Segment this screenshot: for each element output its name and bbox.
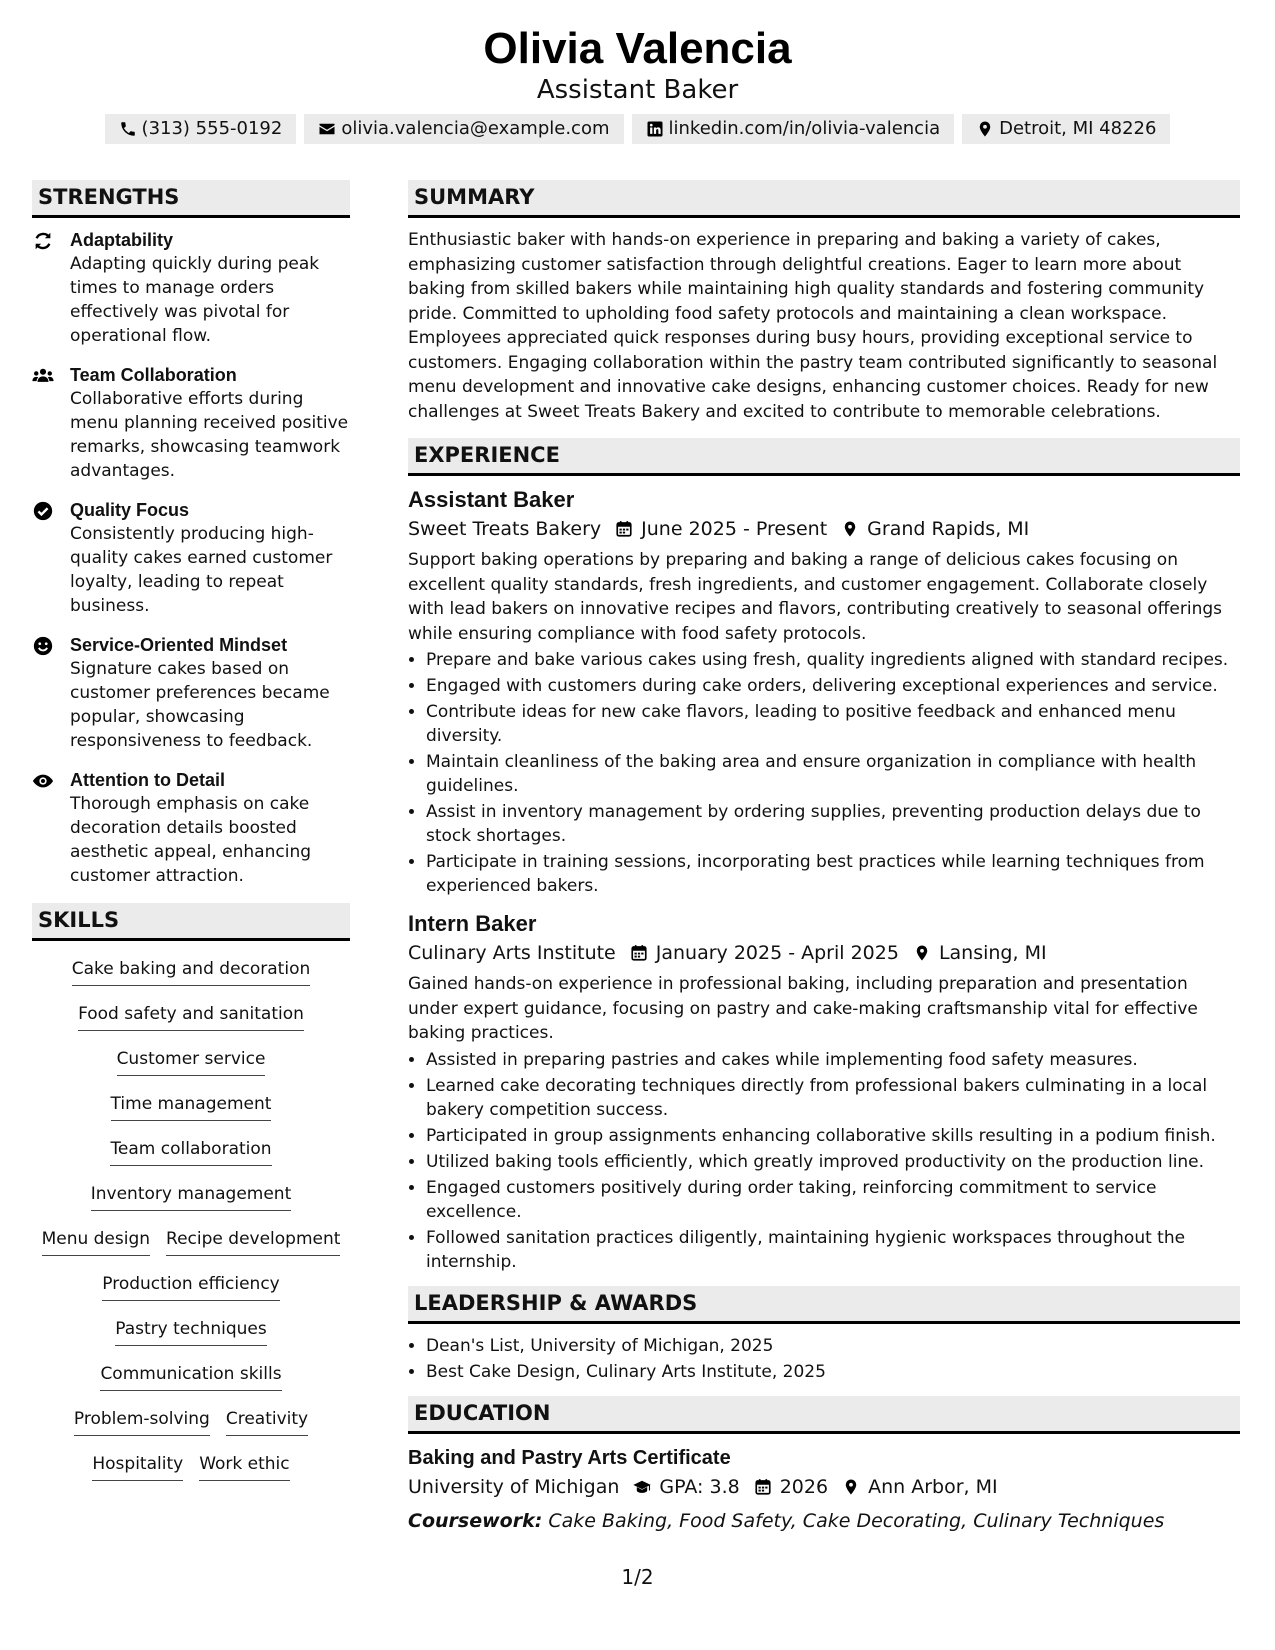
smile-icon <box>32 635 54 657</box>
strength-title: Adaptability <box>70 230 174 250</box>
envelope-icon <box>318 120 336 138</box>
list-item: • Participate in training sessions, incorporating best practices while learning techniques from experienced bakers. <box>426 850 1240 898</box>
education-year: 2026 <box>779 1475 829 1498</box>
job-dates: January 2025 - April 2025 <box>655 942 899 964</box>
right-column <box>408 180 1240 1536</box>
list-item: • Utilized baking tools efficiently, which greatly improved productivity on the production line. <box>426 1150 1240 1174</box>
graduation-cap-icon <box>633 1478 651 1496</box>
strengths-list <box>32 228 350 888</box>
list-item: • Engaged with customers during cake orders, delivering exceptional experiences and service. <box>426 674 1240 698</box>
education-entry <box>408 1444 1240 1536</box>
coursework <box>408 1506 1240 1536</box>
phone-icon <box>119 120 137 138</box>
job-location: Grand Rapids, MI <box>867 518 1030 540</box>
strength-title: Service-Oriented Mindset <box>70 635 288 655</box>
job-dates: June 2025 - Present <box>641 518 828 540</box>
contact-bar <box>0 114 1275 144</box>
strengths-heading: STRENGTHS <box>32 180 350 218</box>
strength-desc: Consistently producing high-quality cakes earned customer loyalty, leading to repeat business. <box>70 524 333 616</box>
strength-desc: Thorough emphasis on cake decoration details boosted aesthetic appeal, enhancing customer attraction. <box>70 794 312 886</box>
skill-tag: Creativity <box>226 1407 308 1436</box>
page-number: 1/2 <box>621 1565 654 1589</box>
skills-heading: SKILLS <box>32 903 350 941</box>
sync-icon <box>32 230 54 252</box>
coursework-list: Cake Baking, Food Safety, Cake Decorating, Culinary Techniques <box>548 1509 1165 1532</box>
summary-heading: SUMMARY <box>408 180 1240 218</box>
job-meta <box>408 514 1240 544</box>
job-description: Support baking operations by preparing and baking a range of delicious cakes focusing on excellent quality standards, fresh ingredients, and customer engagement. Collaborate closely with lead bakers on innovative recipes and flavors, contributing creatively to seasonal offerings while ensuring compliance with food safety protocols. <box>408 550 1222 644</box>
strength-item <box>32 633 350 753</box>
list-item: • Followed sanitation practices diligently, maintaining hygienic workspaces throughout the internship. <box>426 1226 1240 1274</box>
skill-tag: Customer service <box>117 1047 266 1076</box>
job-title: Intern Baker <box>408 911 537 936</box>
contact-location <box>962 114 1170 144</box>
candidate-name: Olivia Valencia <box>483 24 792 73</box>
list-item: • Dean's List, University of Michigan, 2025 <box>426 1334 1240 1358</box>
education-heading: EDUCATION <box>408 1396 1240 1434</box>
strength-item <box>32 498 350 618</box>
experience-heading: EXPERIENCE <box>408 438 1240 476</box>
check-circle-icon <box>32 500 54 522</box>
skill-tag: Work ethic <box>199 1452 289 1481</box>
skills-list <box>32 957 350 1497</box>
job-title: Assistant Baker <box>408 487 575 512</box>
left-column <box>32 180 350 1497</box>
strength-item <box>32 228 350 348</box>
awards-list <box>408 1334 1240 1384</box>
map-marker-icon <box>976 120 994 138</box>
summary-text: Enthusiastic baker with hands-on experience in preparing and baking a variety of cakes, emphasizing customer satisfaction through delightful creations. Eager to learn more about baking from skilled bakers while maintaining high quality standards and fostering community pride. Committed to upholding food safety protocols and maintaining a clean workspace. Employees appreciated quick responses during busy hours, providing exceptional service to customers. Engaging collaboration within the pastry team contributed significantly to seasonal menu development and innovative cake designs, enhancing customer choices. Ready for new challenges at Sweet Treats Bakery and excited to contribute to memorable celebrations. <box>408 230 1218 422</box>
job-entry <box>408 486 1240 898</box>
list-item: • Assist in inventory management by ordering supplies, preventing production delays due to stock shortages. <box>426 800 1240 848</box>
phone-text: (313) 555-0192 <box>141 118 283 139</box>
skill-tag: Production efficiency <box>102 1272 279 1301</box>
job-description: Gained hands-on experience in professional baking, including preparation and presentation under expert guidance, focusing on pastry and cake-making craftsmanship vital for effective baking practices. <box>408 974 1198 1043</box>
resume-header <box>0 24 1275 144</box>
job-meta <box>408 938 1240 968</box>
skill-tag: Cake baking and decoration <box>72 957 311 986</box>
linkedin-icon <box>646 120 664 138</box>
degree-title: Baking and Pastry Arts Certificate <box>408 1446 731 1469</box>
job-bullets <box>408 648 1240 898</box>
candidate-title: Assistant Baker <box>536 75 739 105</box>
skill-tag: Menu design <box>42 1227 150 1256</box>
skill-tag: Time management <box>111 1092 272 1121</box>
job-company: Sweet Treats Bakery <box>408 518 602 540</box>
calendar-icon <box>615 520 633 538</box>
skill-tag: Inventory management <box>91 1182 291 1211</box>
strength-title: Quality Focus <box>70 500 190 520</box>
skill-tag: Recipe development <box>166 1227 340 1256</box>
strength-title: Team Collaboration <box>70 365 237 385</box>
school-name: University of Michigan <box>408 1475 620 1498</box>
list-item: • Learned cake decorating techniques directly from professional bakers culminating in a local bakery competition success. <box>426 1074 1240 1122</box>
education-meta <box>408 1472 1240 1502</box>
map-marker-icon <box>841 520 859 538</box>
list-item: • Best Cake Design, Culinary Arts Institute, 2025 <box>426 1360 1240 1384</box>
strength-desc: Collaborative efforts during menu planning received positive remarks, showcasing teamwork advantages. <box>70 389 349 481</box>
gpa: GPA: 3.8 <box>659 1475 740 1498</box>
eye-icon <box>32 770 54 792</box>
users-icon <box>32 365 54 387</box>
coursework-label: Coursework: <box>408 1509 543 1532</box>
list-item: • Prepare and bake various cakes using fresh, quality ingredients aligned with standard recipes. <box>426 648 1240 672</box>
email-text: olivia.valencia@example.com <box>341 118 610 139</box>
location-text: Detroit, MI 48226 <box>999 118 1157 139</box>
strength-desc: Adapting quickly during peak times to manage orders effectively was pivotal for operational flow. <box>70 254 320 346</box>
education-location: Ann Arbor, MI <box>868 1475 998 1498</box>
job-location: Lansing, MI <box>938 942 1047 964</box>
skill-tag: Hospitality <box>92 1452 183 1481</box>
map-marker-icon <box>842 1478 860 1496</box>
calendar-icon <box>630 944 648 962</box>
contact-phone <box>105 114 297 144</box>
strength-title: Attention to Detail <box>70 770 225 790</box>
contact-linkedin[interactable] <box>632 114 955 144</box>
strength-desc: Signature cakes based on customer preferences became popular, showcasing responsiveness to feedback. <box>70 659 330 751</box>
calendar-icon <box>754 1478 772 1496</box>
awards-heading: LEADERSHIP & AWARDS <box>408 1286 1240 1324</box>
contact-email[interactable] <box>304 114 623 144</box>
skill-tag: Pastry techniques <box>115 1317 267 1346</box>
skill-tag: Communication skills <box>100 1362 281 1391</box>
skill-tag: Problem-solving <box>74 1407 210 1436</box>
job-entry <box>408 910 1240 1274</box>
list-item: • Participated in group assignments enhancing collaborative skills resulting in a podium finish. <box>426 1124 1240 1148</box>
linkedin-text: linkedin.com/in/olivia-valencia <box>668 118 941 139</box>
map-marker-icon <box>913 944 931 962</box>
strength-item <box>32 363 350 483</box>
list-item: • Assisted in preparing pastries and cakes while implementing food safety measures. <box>426 1048 1240 1072</box>
strength-item <box>32 768 350 888</box>
list-item: • Contribute ideas for new cake flavors, leading to positive feedback and enhanced menu diversity. <box>426 700 1240 748</box>
list-item: • Engaged customers positively during order taking, reinforcing commitment to service excellence. <box>426 1176 1240 1224</box>
list-item: • Maintain cleanliness of the baking area and ensure organization in compliance with health guidelines. <box>426 750 1240 798</box>
job-bullets <box>408 1048 1240 1274</box>
skill-tag: Team collaboration <box>110 1137 271 1166</box>
job-company: Culinary Arts Institute <box>408 942 616 964</box>
skill-tag: Food safety and sanitation <box>78 1002 304 1031</box>
